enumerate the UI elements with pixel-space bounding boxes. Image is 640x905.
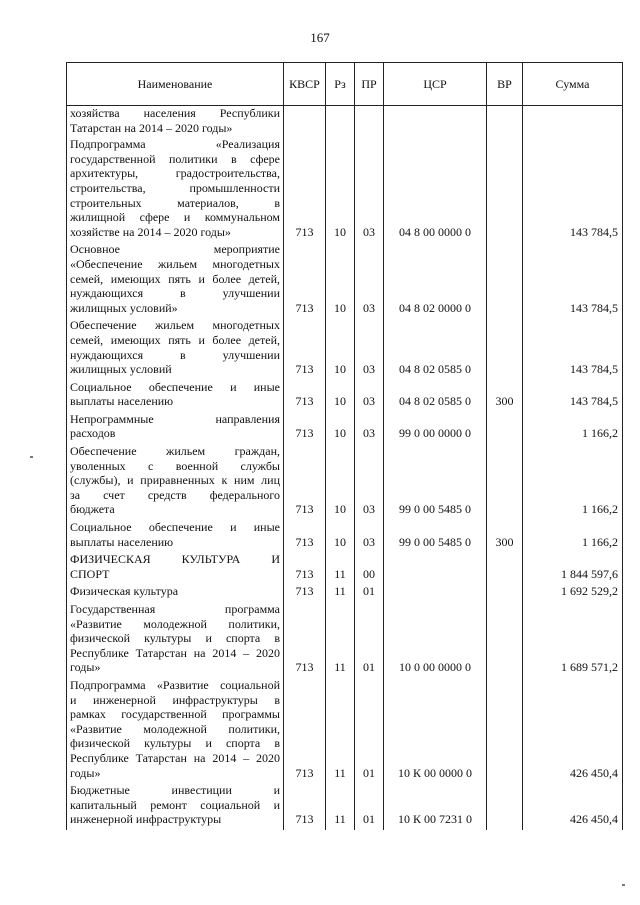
cell-rz: 10 [326, 444, 355, 520]
cell-sum: 1 166,2 [523, 520, 623, 552]
cell-sum: 1 692 529,2 [523, 584, 623, 602]
cell-rz: 11 [326, 602, 355, 678]
name-line: Обеспечение жильем многодетных [70, 318, 280, 333]
table-body [67, 106, 623, 830]
name-line: нуждающихся в улучшении [70, 347, 280, 362]
header-csr: ЦСР [384, 63, 487, 106]
cell-vr [487, 106, 523, 138]
name-line: физической культуры и спорта в [70, 631, 280, 646]
name-line: Непрограммные направления [70, 411, 280, 426]
cell-name [67, 412, 284, 444]
cell-kvsr: 713 [284, 412, 326, 444]
name-line: семей, имеющих пять и более детей, [70, 332, 280, 347]
name-line: бюджета [70, 502, 115, 517]
name-line: архитектуры, градостроительства, [70, 166, 280, 181]
cell-csr: 10 К 00 0000 0 [384, 678, 487, 783]
cell-sum: 143 784,5 [523, 137, 623, 242]
cell-csr: 04 8 02 0000 0 [384, 242, 487, 318]
cell-name [67, 318, 284, 379]
cell-rz: 10 [326, 380, 355, 412]
name-line: «Обеспечение жильем многодетных [70, 256, 280, 271]
name-line: Социальное обеспечение и иные [70, 379, 280, 394]
budget-table [66, 62, 623, 830]
cell-sum: 1 166,2 [523, 444, 623, 520]
cell-name [67, 137, 284, 242]
cell-csr: 99 0 00 5485 0 [384, 444, 487, 520]
cell-name [67, 552, 284, 584]
cell-name [67, 242, 284, 318]
cell-pr: 03 [355, 520, 384, 552]
header-name: Наименование [67, 63, 284, 106]
header-vr: ВР [487, 63, 523, 106]
cell-sum: 1 166,2 [523, 412, 623, 444]
name-line: жилищных условий [70, 362, 172, 377]
header-kvsr: КВСР [284, 63, 326, 106]
name-line: Татарстан на 2014 – 2020 годы» [70, 120, 233, 135]
name-line: строительных материалов, в [70, 195, 280, 210]
name-line: Государственная программа [70, 602, 280, 616]
cell-pr: 00 [355, 552, 384, 584]
name-line: строительства, промышленности [70, 180, 280, 195]
cell-rz: 10 [326, 242, 355, 318]
cell-vr [487, 318, 523, 379]
cell-kvsr: 713 [284, 444, 326, 520]
cell-vr [487, 783, 523, 830]
table-row [67, 444, 623, 520]
name-line: ФИЗИЧЕСКАЯ КУЛЬТУРА И [70, 552, 280, 567]
cell-sum: 426 450,4 [523, 678, 623, 783]
name-line: Республике Татарстан на 2014 – 2020 [70, 750, 280, 765]
name-line: Обеспечение жильем граждан, [70, 444, 280, 459]
cell-csr: 99 0 00 5485 0 [384, 520, 487, 552]
table-row [67, 137, 623, 242]
name-line: физической культуры и спорта в [70, 736, 280, 751]
name-line: хозяйства населения Республики [70, 106, 280, 120]
name-line: (службы), и приравненных к ним лиц [70, 473, 280, 488]
table-row [67, 412, 623, 444]
cell-csr: 04 8 02 0585 0 [384, 318, 487, 379]
cell-rz: 11 [326, 678, 355, 783]
name-line: СПОРТ [70, 566, 110, 581]
cell-csr: 99 0 00 0000 0 [384, 412, 487, 444]
cell-rz: 11 [326, 584, 355, 602]
name-line: Республике Татарстан на 2014 – 2020 [70, 645, 280, 660]
cell-csr: 10 0 00 0000 0 [384, 602, 487, 678]
table-row [67, 552, 623, 584]
name-line: инженерной инфраструктуры [70, 812, 222, 827]
table-row [67, 783, 623, 830]
name-line: расходов [70, 426, 116, 441]
table-row [67, 602, 623, 678]
cell-vr [487, 678, 523, 783]
cell-kvsr: 713 [284, 380, 326, 412]
name-line: жилищных условий» [70, 300, 178, 315]
cell-kvsr: 713 [284, 678, 326, 783]
cell-rz: 11 [326, 783, 355, 830]
cell-kvsr: 713 [284, 520, 326, 552]
cell-pr: 03 [355, 444, 384, 520]
name-line: хозяйстве на 2014 – 2020 годы» [70, 224, 231, 239]
name-line: государственной политики в сфере [70, 151, 280, 166]
cell-rz [326, 106, 355, 138]
name-line: Подпрограмма «Развитие социальной [70, 677, 280, 692]
table-row [67, 318, 623, 379]
cell-pr: 03 [355, 137, 384, 242]
cell-pr: 03 [355, 412, 384, 444]
cell-vr [487, 602, 523, 678]
name-line: Социальное обеспечение и иные [70, 520, 280, 535]
cell-kvsr: 713 [284, 137, 326, 242]
cell-pr: 01 [355, 678, 384, 783]
cell-kvsr: 713 [284, 318, 326, 379]
cell-pr: 01 [355, 602, 384, 678]
cell-vr [487, 412, 523, 444]
table-row [67, 678, 623, 783]
table-row [67, 380, 623, 412]
name-line: за счет средств федерального [70, 487, 280, 502]
cell-vr: 300 [487, 520, 523, 552]
cell-sum: 143 784,5 [523, 242, 623, 318]
cell-rz: 10 [326, 520, 355, 552]
name-line: годы» [70, 765, 101, 780]
cell-vr [487, 584, 523, 602]
name-line: жилищной сфере и коммунальном [70, 210, 280, 225]
scan-mark [30, 456, 33, 458]
name-line: рамках государственной программы [70, 707, 280, 722]
cell-pr: 03 [355, 242, 384, 318]
cell-vr [487, 137, 523, 242]
cell-name [67, 380, 284, 412]
name-line: и инженерной инфраструктуры в [70, 692, 280, 707]
cell-kvsr: 713 [284, 783, 326, 830]
name-line: Физическая культура [70, 584, 179, 599]
cell-pr: 01 [355, 783, 384, 830]
cell-name [67, 584, 284, 602]
cell-name [67, 783, 284, 830]
header-rz: Рз [326, 63, 355, 106]
cell-sum: 143 784,5 [523, 318, 623, 379]
cell-name [67, 444, 284, 520]
name-line: семей, имеющих пять и более детей, [70, 271, 280, 286]
name-line: выплаты населению [70, 534, 174, 549]
cell-kvsr: 713 [284, 602, 326, 678]
cell-vr: 300 [487, 380, 523, 412]
table-header [67, 63, 623, 106]
header-sum: Сумма [523, 63, 623, 106]
cell-name [67, 520, 284, 552]
cell-kvsr: 713 [284, 584, 326, 602]
table-row [67, 242, 623, 318]
page-number: 167 [310, 30, 330, 45]
table-row [67, 520, 623, 552]
name-line: «Развитие молодежной политики, [70, 616, 280, 631]
cell-rz: 10 [326, 137, 355, 242]
header-pr: ПР [355, 63, 384, 106]
cell-name [67, 602, 284, 678]
cell-kvsr: 713 [284, 242, 326, 318]
cell-pr [355, 106, 384, 138]
cell-pr: 03 [355, 318, 384, 379]
name-line: уволенных с военной службы [70, 458, 280, 473]
name-line: годы» [70, 660, 101, 675]
cell-sum: 426 450,4 [523, 783, 623, 830]
name-line: Основное мероприятие [70, 242, 280, 257]
cell-vr [487, 552, 523, 584]
cell-csr [384, 552, 487, 584]
cell-name [67, 106, 284, 138]
cell-vr [487, 444, 523, 520]
cell-kvsr: 713 [284, 552, 326, 584]
table-row [67, 584, 623, 602]
cell-name [67, 678, 284, 783]
cell-csr: 10 К 00 7231 0 [384, 783, 487, 830]
cell-sum: 1 689 571,2 [523, 602, 623, 678]
cell-kvsr [284, 106, 326, 138]
cell-pr: 01 [355, 584, 384, 602]
cell-csr [384, 584, 487, 602]
scan-mark [622, 884, 625, 886]
cell-sum [523, 106, 623, 138]
cell-rz: 10 [326, 412, 355, 444]
name-line: «Развитие молодежной политики, [70, 721, 280, 736]
cell-csr [384, 106, 487, 138]
name-line: Бюджетные инвестиции и [70, 783, 280, 798]
cell-csr: 04 8 02 0585 0 [384, 380, 487, 412]
name-line: нуждающихся в улучшении [70, 286, 280, 301]
cell-sum: 143 784,5 [523, 380, 623, 412]
cell-rz: 10 [326, 318, 355, 379]
table-row [67, 106, 623, 138]
name-line: Подпрограмма «Реализация [70, 137, 280, 152]
cell-vr [487, 242, 523, 318]
cell-csr: 04 8 00 0000 0 [384, 137, 487, 242]
cell-rz: 11 [326, 552, 355, 584]
name-line: выплаты населению [70, 394, 174, 409]
cell-pr: 03 [355, 380, 384, 412]
name-line: капитальный ремонт социальной и [70, 797, 280, 812]
cell-sum: 1 844 597,6 [523, 552, 623, 584]
